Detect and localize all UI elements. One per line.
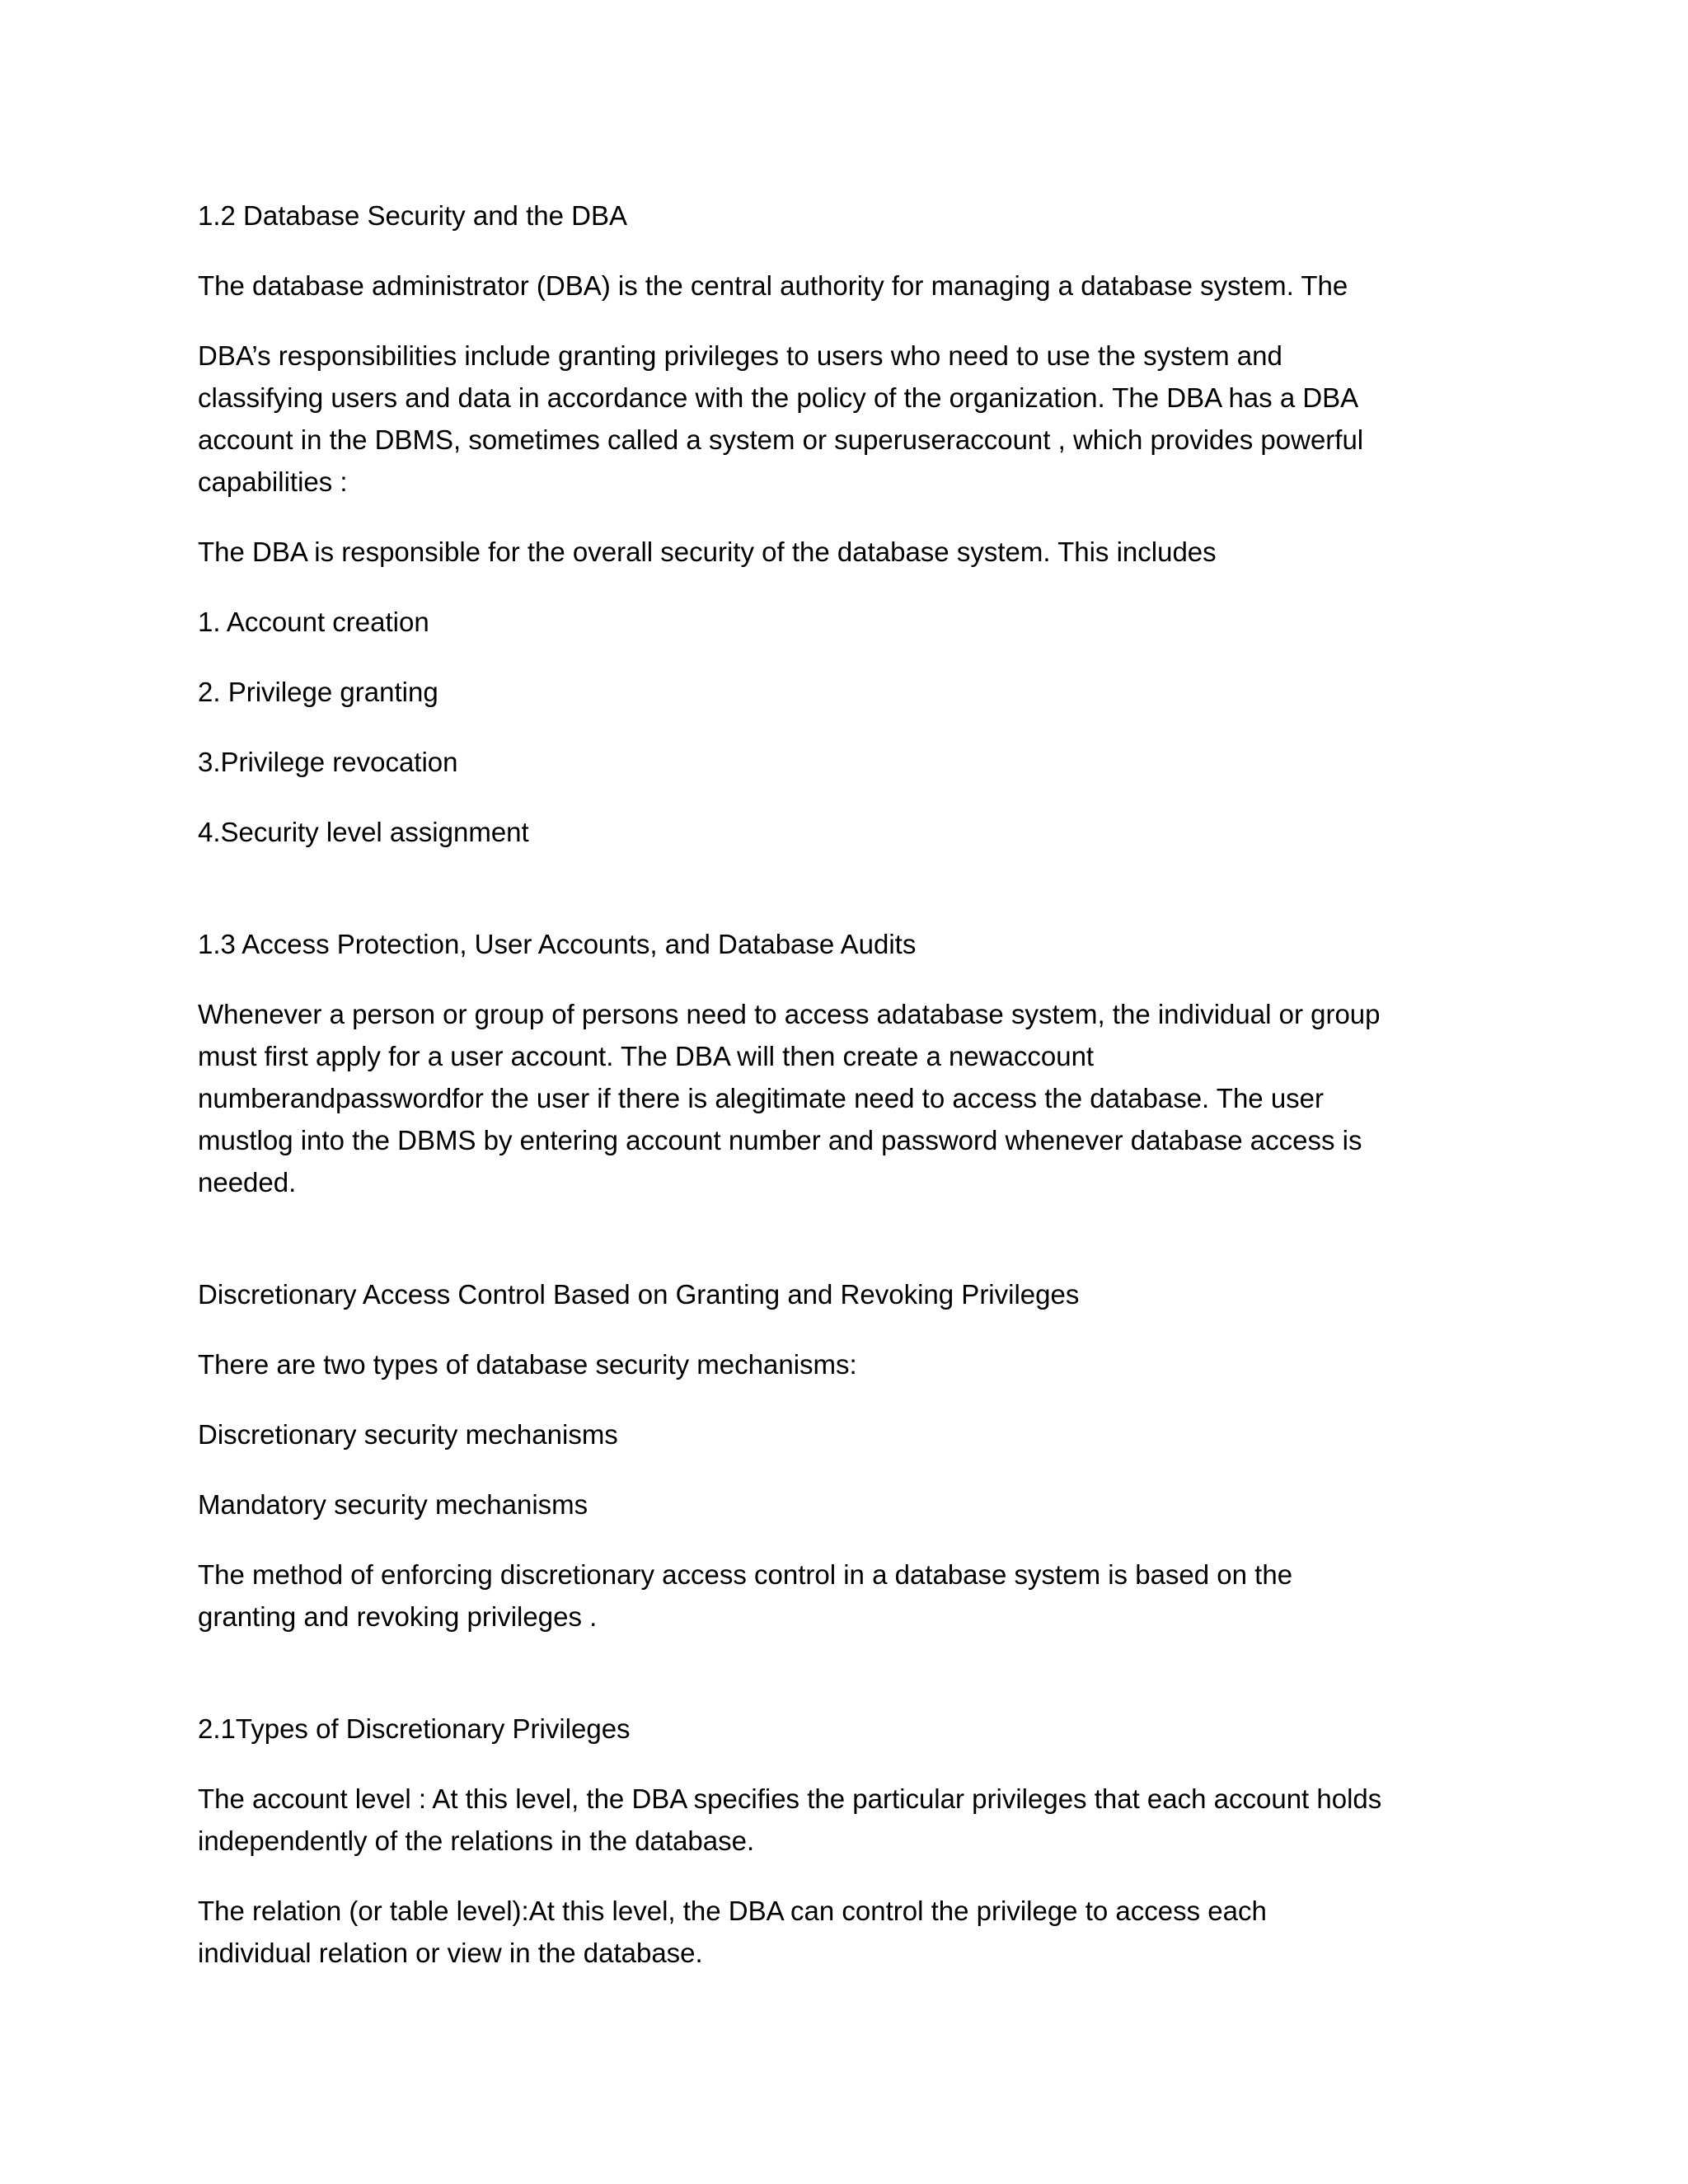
paragraph: Discretionary security mechanisms [198,1419,618,1450]
section-heading: 2.1Types of Discretionary Privileges [198,1713,631,1744]
paragraph: Mandatory security mechanisms [198,1489,588,1520]
paragraph: The account level : At this level, the DBA specifies the particular privileges that each account holds independently of the relations in the database. [198,1783,1382,1856]
paragraph: The relation (or table level):At this level, the DBA can control the privilege to access each individual relation or view in the database. [198,1896,1267,1968]
list-item: 3.Privilege revocation [198,747,458,777]
document-body [198,194,1385,2002]
paragraph: The method of enforcing discretionary access control in a database system is based on the granting and revoking privileges . [198,1559,1293,1632]
paragraph: The DBA is responsible for the overall security of the database system. This includes [198,537,1217,567]
paragraph: Whenever a person or group of persons need to access adatabase system, the individual or group must first apply for a user account. The DBA will then create a newaccount numberandpasswordfor the user if there is alegitimate need to access the database. The user mustlog into the DBMS by entering account number and password whenever database access is needed. [198,999,1381,1197]
section-heading: 1.3 Access Protection, User Accounts, and Database Audits [198,929,917,959]
list-item: 2. Privilege granting [198,677,438,707]
list-item: 1. Account creation [198,607,429,637]
paragraph: There are two types of database security mechanisms: [198,1349,857,1380]
section-heading: 1.2 Database Security and the DBA [198,200,627,231]
paragraph: DBA’s responsibilities include granting privileges to users who need to use the system and classifying users and data in accordance with the policy of the organization. The DBA has a DBA account in the DBMS, sometimes called a system or superuseraccount , which provides powerful capabilities : [198,340,1364,497]
list-item: 4.Security level assignment [198,817,529,847]
section-heading: Discretionary Access Control Based on Granting and Revoking Privileges [198,1279,1080,1310]
paragraph: The database administrator (DBA) is the central authority for managing a database system. The [198,270,1348,301]
